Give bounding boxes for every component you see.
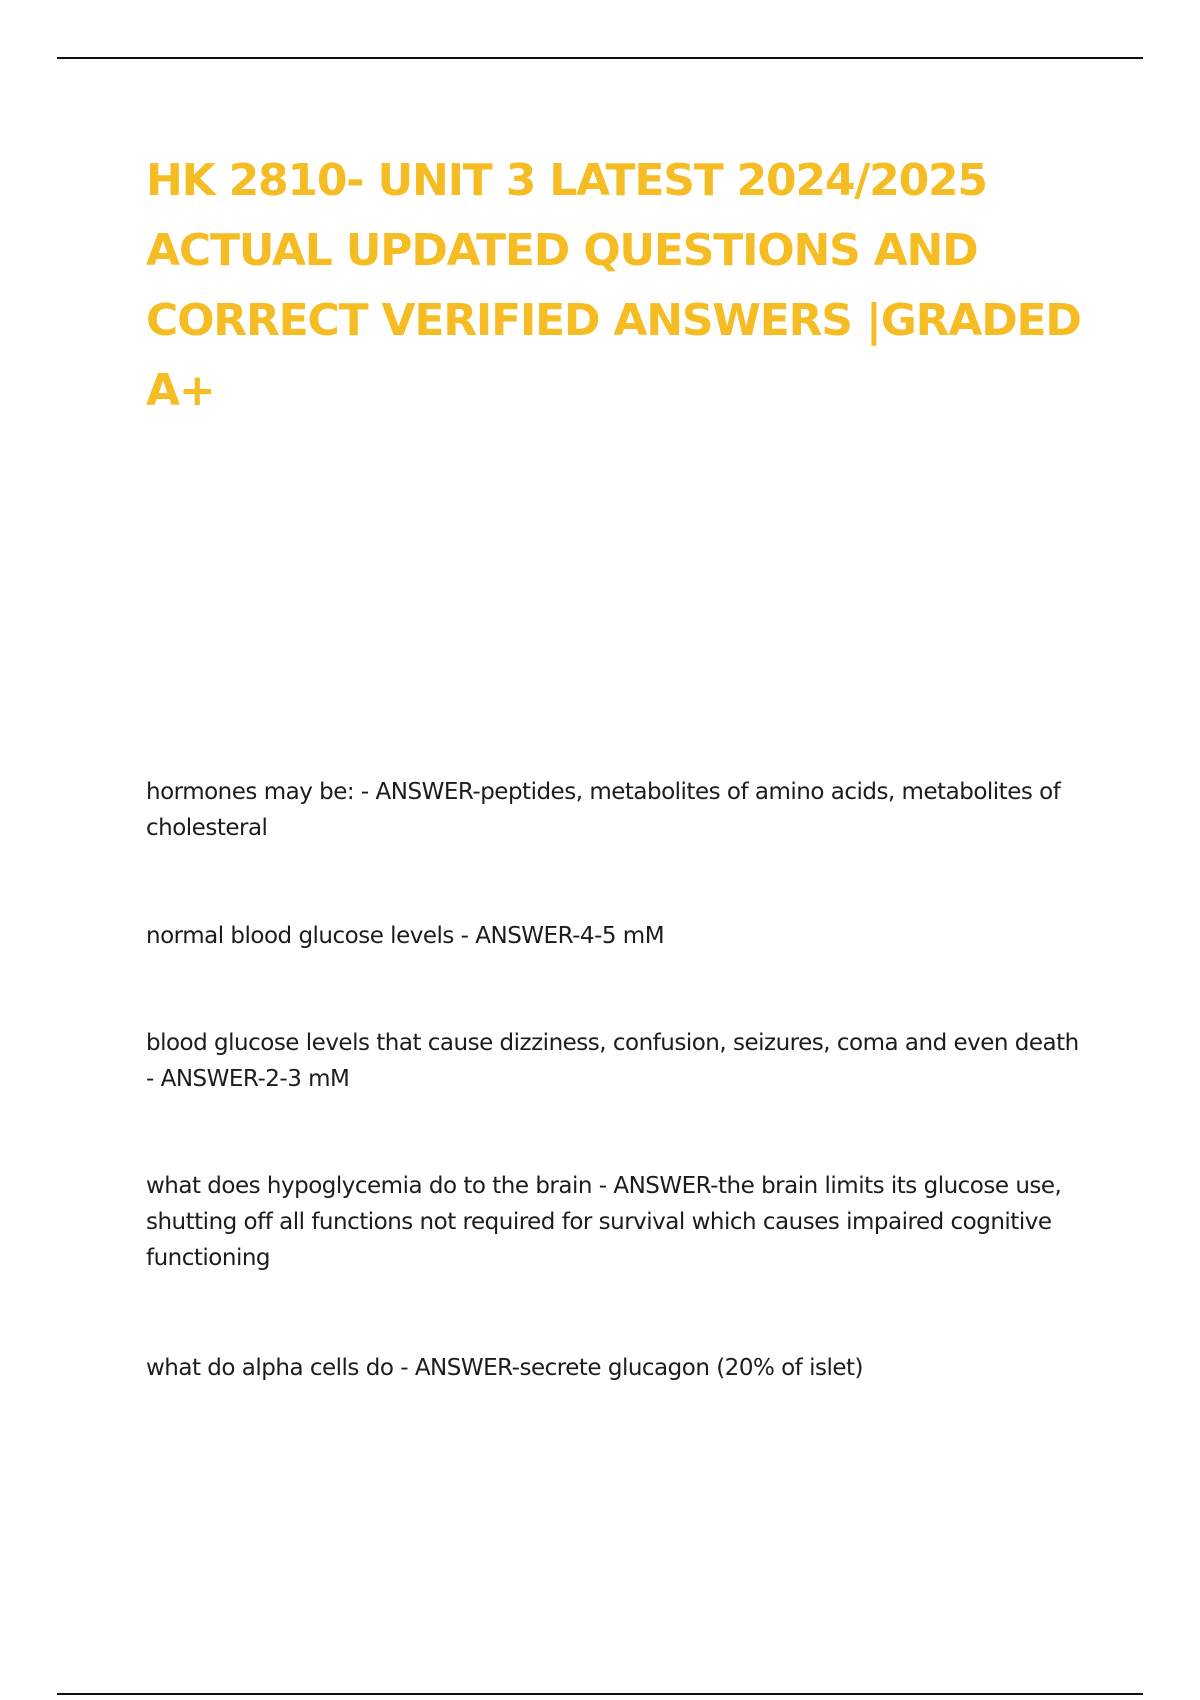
qa-entry-hormones: hormones may be: - ANSWER-peptides, metabolites of amino acids, metabolites of cholesteral (146, 779, 1061, 841)
header-rule (57, 57, 1143, 59)
footer-rule (57, 1693, 1143, 1695)
document-title: HK 2810- UNIT 3 LATEST 2024/2025 ACTUAL UPDATED QUESTIONS AND CORRECT VERIFIED ANSWERS |GRADED A+ (146, 155, 1081, 416)
qa-entry-low-glucose: blood glucose levels that cause dizziness, confusion, seizures, coma and even death - ANSWER-2-3 mM (146, 1030, 1079, 1092)
qa-entry-normal-glucose: normal blood glucose levels - ANSWER-4-5 mM (146, 923, 665, 949)
qa-entry-alpha-cells: what do alpha cells do - ANSWER-secrete glucagon (20% of islet) (146, 1355, 863, 1381)
qa-entry-hypoglycemia-brain: what does hypoglycemia do to the brain - ANSWER-the brain limits its glucose use, shutting off all functions not required for survival which causes impaired cognitive functioning (146, 1173, 1062, 1271)
